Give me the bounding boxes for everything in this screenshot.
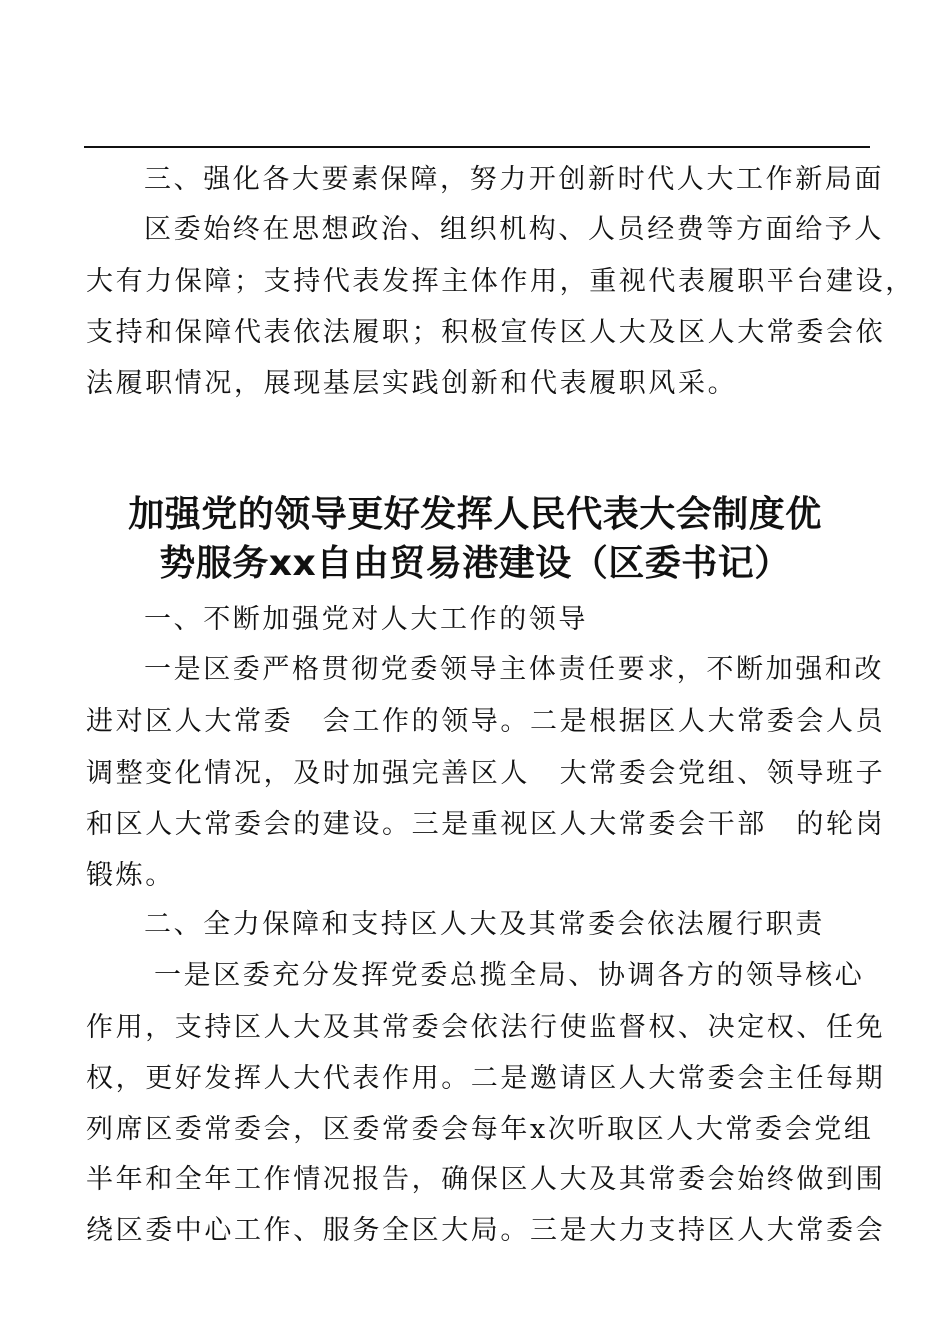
paragraph-line: 绕区委中心工作、服务全区大局。三是大力支持区人大常委会 — [86, 1215, 886, 1246]
paragraph-line: 半年和全年工作情况报告，确保区人大及其常委会始终做到围 — [86, 1164, 886, 1195]
section-heading-3: 三、强化各大要素保障，努力开创新时代人大工作新局面 — [144, 164, 884, 195]
paragraph-line: 和区人大常委会的建设。三是重视区人大常委会干部 的轮岗 — [86, 809, 886, 840]
paragraph-line: 进对区人大常委 会工作的领导。二是根据区人大常委会人员 — [86, 706, 886, 737]
paragraph-line: 支持和保障代表依法履职；积极宣传区人大及区人大常委会依 — [86, 317, 886, 348]
paragraph-line: 锻炼。 — [86, 860, 175, 891]
article-title-line-1: 加强党的领导更好发挥人民代表大会制度优 — [128, 494, 822, 535]
paragraph-line: 权，更好发挥人大代表作用。二是邀请区人大常委会主任每期 — [86, 1063, 886, 1094]
section-heading-2: 二、全力保障和支持区人大及其常委会依法履行职责 — [144, 909, 825, 940]
paragraph-line: 作用，支持区人大及其常委会依法行使监督权、决定权、任免 — [86, 1012, 886, 1043]
paragraph-line: 调整变化情况，及时加强完善区人 大常委会党组、领导班子 — [86, 758, 886, 789]
paragraph-line: 大有力保障；支持代表发挥主体作用，重视代表履职平台建设， — [86, 266, 915, 297]
paragraph-line: 法履职情况，展现基层实践创新和代表履职风采。 — [86, 368, 738, 399]
paragraph-line: 一是区委严格贯彻党委领导主体责任要求，不断加强和改 — [144, 654, 884, 685]
section-heading-1: 一、不断加强党对人大工作的领导 — [144, 604, 588, 635]
paragraph-line: 列席区委常委会，区委常委会每年x次听取区人大常委会党组 — [86, 1114, 874, 1145]
paragraph-line: 区委始终在思想政治、组织机构、人员经费等方面给予人 — [144, 214, 884, 245]
article-title-line-2: 势服务xx自由贸易港建设（区委书记） — [159, 543, 791, 584]
header-rule — [84, 146, 870, 148]
paragraph-line: 一是区委充分发挥党委总揽全局、协调各方的领导核心 — [154, 960, 865, 991]
